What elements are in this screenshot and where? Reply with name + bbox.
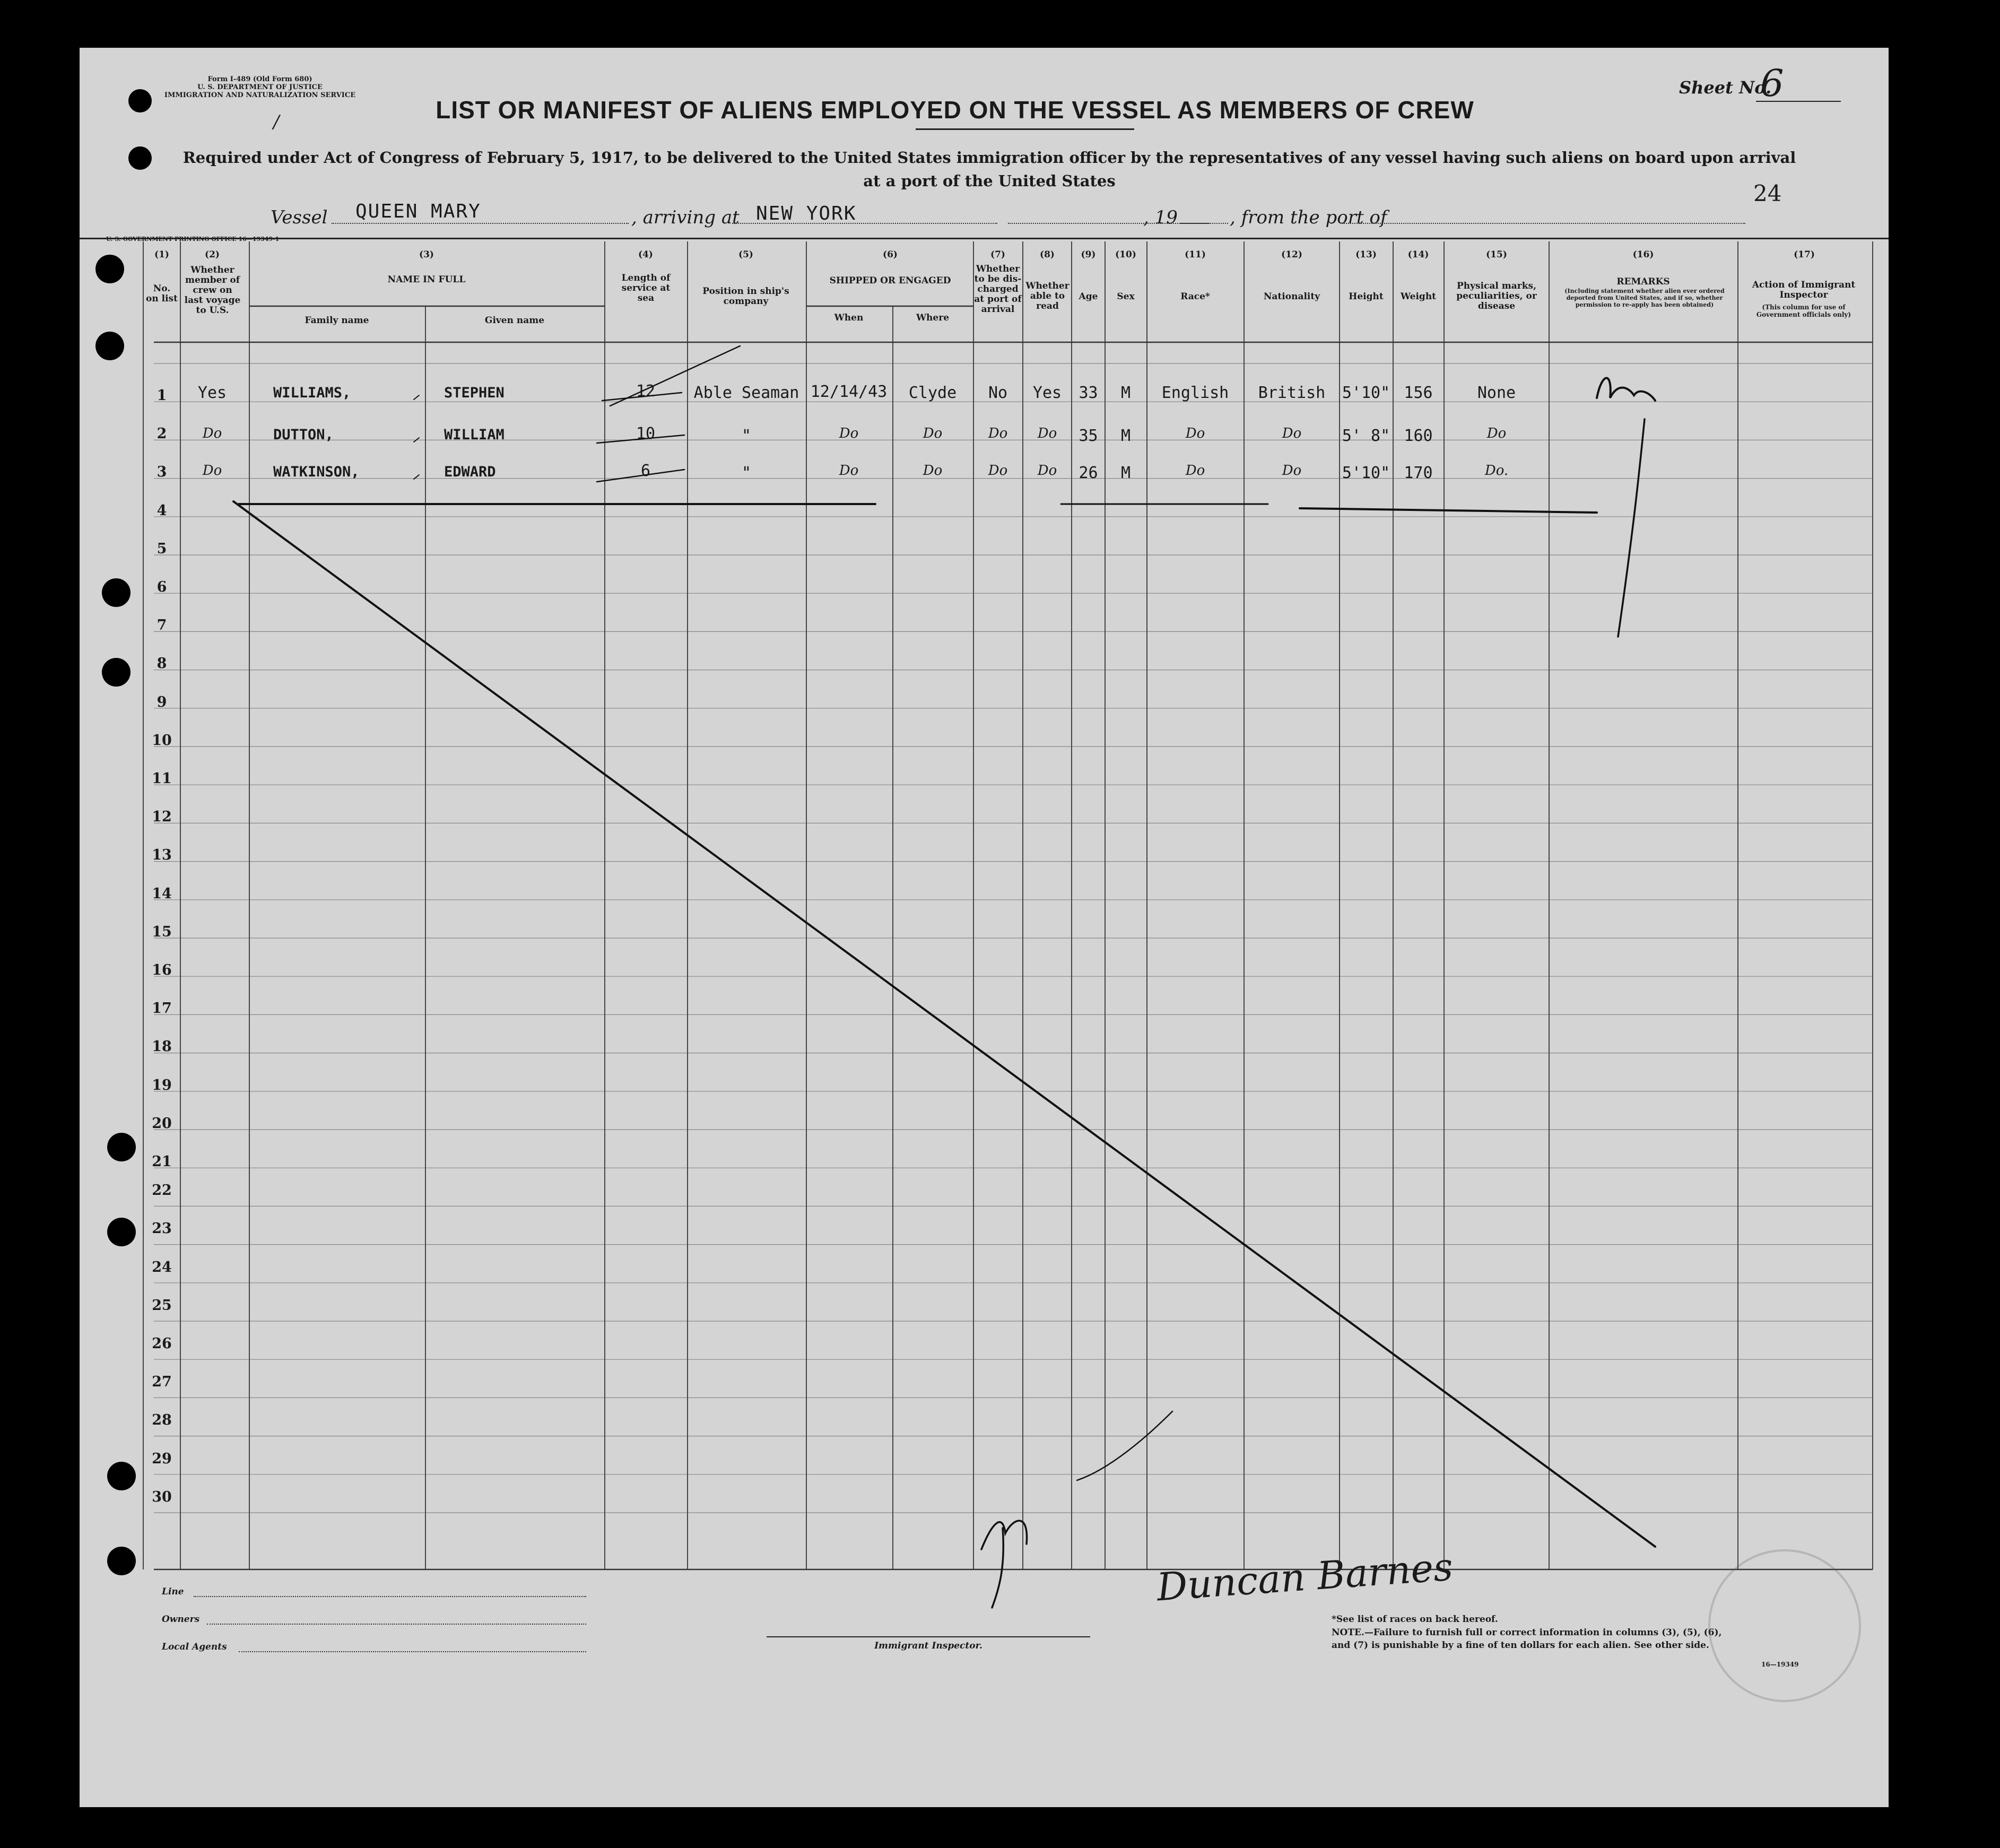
col-num-4: (4) <box>638 249 653 260</box>
col-header-16-note: (Including statement whether alien ever ordered deported from United States, and if so, whether permission to re-apply has been obtained) <box>1564 288 1725 308</box>
check-tick <box>414 395 419 400</box>
inspector-label: Immigrant Inspector. <box>874 1641 982 1651</box>
cell-last-voyage: Yes <box>197 384 227 402</box>
col-header-17: Action of Immigrant Inspector <box>1752 280 1856 300</box>
official-stamp <box>1708 1549 1861 1702</box>
cell-last-voyage: Do <box>202 426 222 441</box>
arriving-label: , arriving at <box>631 207 740 228</box>
remarks-stroke <box>1618 419 1645 637</box>
col-header-family: Family name <box>305 315 369 326</box>
cell-where: Clyde <box>908 384 957 402</box>
row-number: 14 <box>152 885 172 902</box>
col-header-6: SHIPPED OR ENGAGED <box>829 275 951 286</box>
cell-height: 5' 8" <box>1342 427 1390 445</box>
year-label: , 19 <box>1143 207 1178 228</box>
cell-age: 35 <box>1079 427 1098 445</box>
cell-height: 5'10" <box>1342 384 1390 402</box>
cell-given-name: EDWARD <box>444 464 496 480</box>
cell-age: 33 <box>1079 384 1098 402</box>
cell-when: Do <box>839 426 859 441</box>
cell-weight: 156 <box>1404 384 1433 402</box>
col-header-given: Given name <box>484 315 545 326</box>
row-number: 29 <box>152 1450 172 1467</box>
cell-read: Do <box>1037 463 1057 479</box>
inspector-initials <box>981 1521 1027 1608</box>
agents-field <box>239 1651 586 1652</box>
vessel-label: Vessel <box>271 207 328 228</box>
cell-read: Do <box>1037 426 1057 441</box>
row-number: 15 <box>152 923 172 940</box>
owners-field <box>207 1624 586 1625</box>
col-header-4: Length of service at sea <box>621 273 671 303</box>
col-num-14: (14) <box>1407 249 1429 260</box>
col-num-11: (11) <box>1185 249 1206 260</box>
col-header-15: Physical marks, peculiarities, or disease <box>1456 281 1537 311</box>
row-number: 30 <box>152 1488 172 1505</box>
sheet-label: Sheet No. <box>1679 77 1772 98</box>
page-subtitle: Required under Act of Congress of February 5, 1917, to be delivered to the United States immigration officer by the representatives of any vessel having such aliens on board upon arrival at a port of the United States <box>182 149 1796 190</box>
col-num-10: (10) <box>1115 249 1136 260</box>
pen-markings <box>80 48 1889 1807</box>
cell-sex: M <box>1120 464 1131 482</box>
corner-mark: / <box>273 111 280 133</box>
row-number: 19 <box>152 1077 172 1094</box>
cell-nationality: Do <box>1282 463 1302 479</box>
races-note: *See list of races on back hereof. <box>1332 1614 1498 1625</box>
line-label: Line <box>162 1586 184 1597</box>
col-header-1: No. on list <box>146 283 178 304</box>
cell-marks: None <box>1477 384 1516 402</box>
col-header-17-note: (This column for use of Government officials only) <box>1756 303 1851 318</box>
cell-marks: Do. <box>1484 463 1509 479</box>
service-tick <box>597 435 684 443</box>
col-header-13: Height <box>1349 291 1384 302</box>
row-number: 1 <box>156 387 167 404</box>
cell-family-name: WILLIAMS, <box>273 385 351 401</box>
vessel-name: QUEEN MARY <box>355 201 481 222</box>
service: IMMIGRATION AND NATURALIZATION SERVICE <box>164 91 356 99</box>
line-field <box>194 1596 586 1597</box>
cell-race: English <box>1161 384 1229 402</box>
col-header-when: When <box>834 313 864 323</box>
row-number: 8 <box>156 655 167 672</box>
cell-service: 6 <box>640 462 651 480</box>
department: U. S. DEPARTMENT OF JUSTICE <box>197 83 323 91</box>
page-number: 24 <box>1753 180 1782 206</box>
row-number: 24 <box>152 1259 172 1276</box>
form-id: Form I-489 (Old Form 680) <box>207 75 312 83</box>
row-number: 10 <box>152 732 172 749</box>
form-code: 16—19349 <box>1761 1661 1799 1668</box>
col-num-7: (7) <box>990 249 1005 260</box>
cell-height: 5'10" <box>1342 464 1390 482</box>
row-number: 25 <box>152 1297 172 1314</box>
owners-label: Owners <box>162 1614 200 1625</box>
row-number: 20 <box>152 1115 172 1132</box>
cell-discharged: No <box>988 384 1008 402</box>
printing-office: U. S. GOVERNMENT PRINTING OFFICE 16—19349-1 <box>106 236 280 242</box>
cell-read: Yes <box>1032 384 1062 402</box>
row-number: 5 <box>156 540 167 557</box>
cell-where: Do <box>923 426 943 441</box>
cell-family-name: DUTTON, <box>273 427 334 443</box>
row-number: 28 <box>152 1412 172 1429</box>
col-header-8: Whether able to read <box>1025 281 1069 311</box>
cancel-diagonal-line <box>233 501 1655 1547</box>
cell-service: 12 <box>636 382 656 401</box>
from-label: , from the port of <box>1230 207 1387 228</box>
col-header-16: REMARKS <box>1616 276 1670 287</box>
fine-note: NOTE.—Failure to furnish full or correct information in columns (3), (5), (6), and (7) is punishable by a fine of ten dollars for each alien. See other side. <box>1332 1627 1722 1651</box>
col-header-2: Whether member of crew on last voyage to U.S. <box>184 265 241 316</box>
service-tick <box>602 393 682 401</box>
manifest-sheet <box>80 48 1889 1807</box>
col-num-16: (16) <box>1632 249 1654 260</box>
service-tick <box>597 470 684 482</box>
col-header-where: Where <box>916 313 950 323</box>
col-num-13: (13) <box>1355 249 1377 260</box>
col-num-17: (17) <box>1794 249 1815 260</box>
row-number: 21 <box>152 1153 172 1170</box>
row-number: 13 <box>152 847 172 864</box>
cell-sex: M <box>1120 384 1131 402</box>
cell-age: 26 <box>1079 464 1098 482</box>
col-header-12: Nationality <box>1263 291 1320 302</box>
row-number: 11 <box>152 770 172 787</box>
cell-nationality: British <box>1258 384 1326 402</box>
row-number: 26 <box>152 1335 172 1352</box>
master-signature: Duncan Barnes <box>1155 1544 1455 1610</box>
col-header-11: Race* <box>1180 291 1210 302</box>
cell-race: Do <box>1185 426 1205 441</box>
col-num-2: (2) <box>205 249 220 260</box>
cell-nationality: Do <box>1282 426 1302 441</box>
row-number: 12 <box>152 809 172 826</box>
col-num-5: (5) <box>738 249 753 260</box>
col-num-6: (6) <box>883 249 898 260</box>
col-header-14: Weight <box>1400 291 1437 302</box>
page-title: LIST OR MANIFEST OF ALIENS EMPLOYED ON THE VESSEL AS MEMBERS OF CREW <box>436 96 1474 124</box>
cell-when: 12/14/43 <box>810 383 888 401</box>
col-num-9: (9) <box>1081 249 1096 260</box>
row-number: 22 <box>152 1182 172 1199</box>
col-num-1: (1) <box>154 249 169 260</box>
agents-label: Local Agents <box>162 1642 227 1652</box>
col-header-7: Whether to be dis-charged at port of arrival <box>974 264 1022 315</box>
cell-weight: 170 <box>1404 464 1433 482</box>
sheet-number: 6 <box>1760 62 1784 105</box>
row-number: 16 <box>152 962 172 978</box>
col-header-10: Sex <box>1117 291 1135 302</box>
col-num-8: (8) <box>1040 249 1055 260</box>
row-number: 4 <box>156 502 167 519</box>
row-number: 7 <box>156 617 167 634</box>
row-number: 9 <box>156 693 167 710</box>
cell-given-name: WILLIAM <box>444 427 505 443</box>
cell-sex: M <box>1120 427 1131 445</box>
cell-marks: Do <box>1486 426 1507 441</box>
cell-position: " <box>741 427 752 445</box>
cell-race: Do <box>1185 463 1205 479</box>
cell-position: " <box>741 464 752 482</box>
inspector-line <box>767 1636 1090 1637</box>
end-of-list-line <box>1300 508 1597 513</box>
col-header-5: Position in ship's company <box>702 286 789 307</box>
cell-service: 10 <box>636 424 656 443</box>
check-tick <box>414 475 419 479</box>
row-number: 2 <box>156 426 167 443</box>
cell-discharged: Do <box>988 426 1008 441</box>
row-number: 17 <box>152 1000 172 1017</box>
service-tick <box>610 346 740 406</box>
col-header-9: Age <box>1079 291 1098 302</box>
cell-position: Able Seaman <box>693 384 799 402</box>
cell-discharged: Do <box>988 463 1008 479</box>
cell-weight: 160 <box>1404 427 1433 445</box>
col-header-3: NAME IN FULL <box>387 274 466 285</box>
inspector-flourish <box>1077 1411 1172 1480</box>
row-number: 18 <box>152 1038 172 1055</box>
cell-given-name: STEPHEN <box>444 385 505 401</box>
cell-last-voyage: Do <box>202 463 222 479</box>
row-number: 23 <box>152 1220 172 1237</box>
cell-family-name: WATKINSON, <box>273 464 360 480</box>
row-number: 27 <box>152 1374 172 1391</box>
col-num-15: (15) <box>1486 249 1507 260</box>
col-num-12: (12) <box>1281 249 1302 260</box>
cell-where: Do <box>923 463 943 479</box>
cell-when: Do <box>839 463 859 479</box>
row-number: 6 <box>156 579 167 595</box>
row-number: 3 <box>156 464 167 481</box>
col-num-3: (3) <box>419 249 434 260</box>
arriving-port: NEW YORK <box>756 203 857 224</box>
check-tick <box>414 438 419 442</box>
remarks-initials <box>1597 378 1655 401</box>
